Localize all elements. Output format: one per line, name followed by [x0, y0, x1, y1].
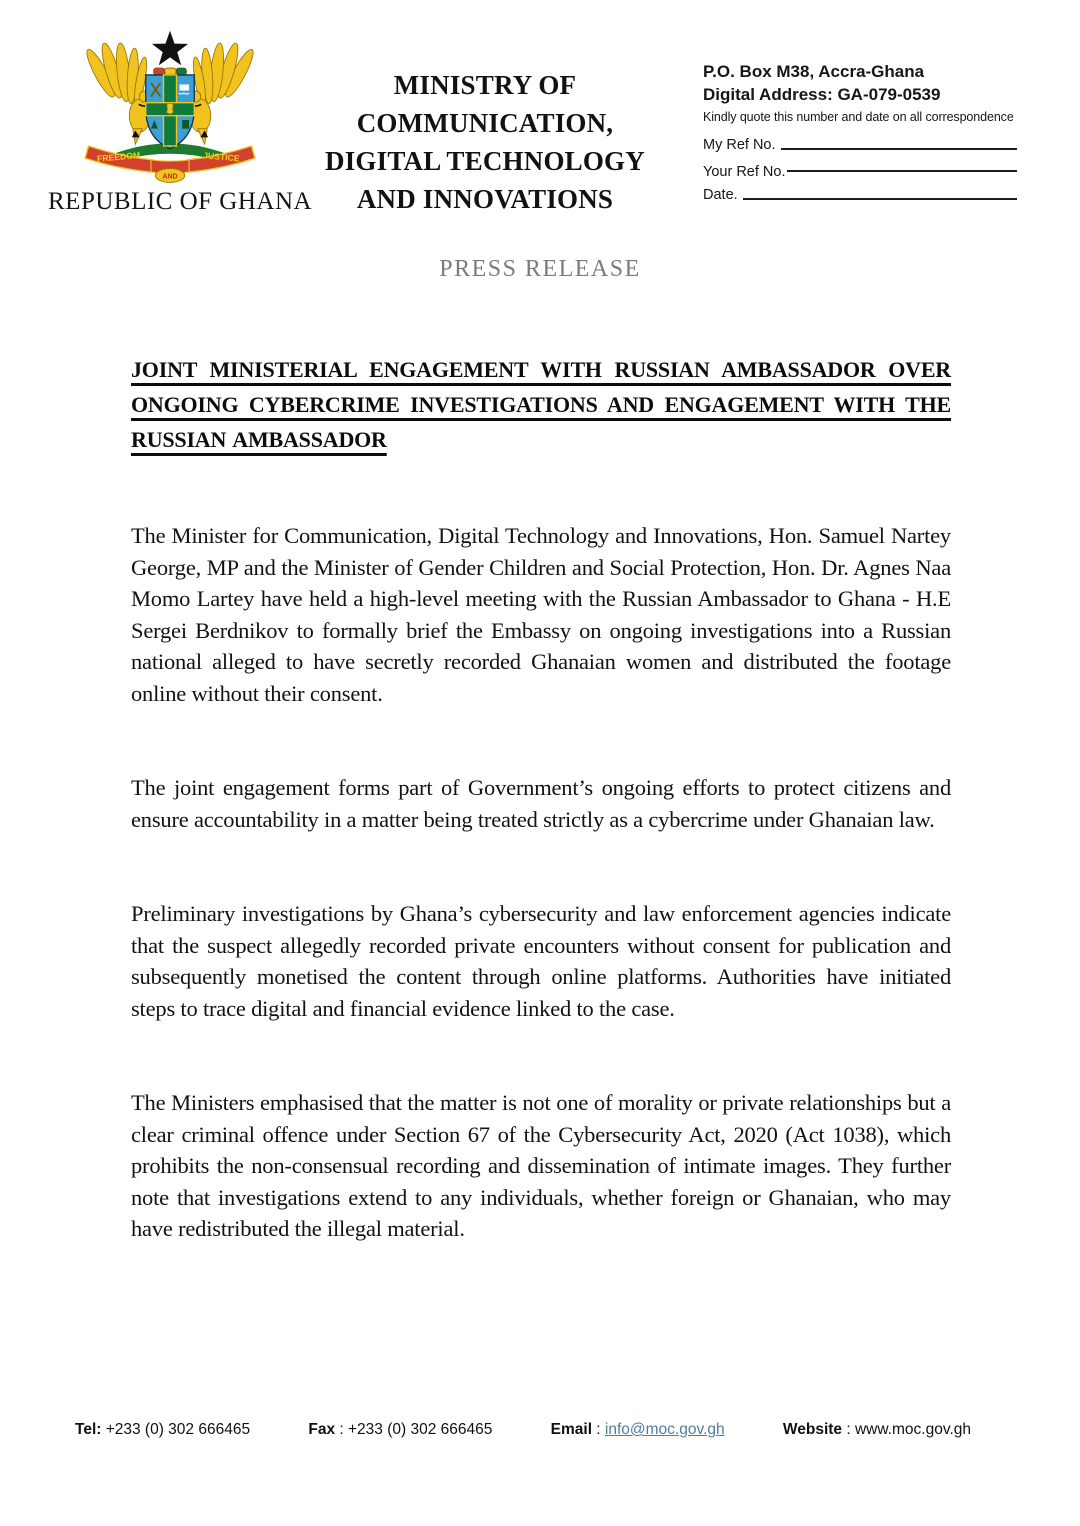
date-label: Date.	[703, 187, 738, 203]
black-star-icon	[152, 31, 188, 65]
email-label: Email	[550, 1421, 592, 1438]
document-title: JOINT MINISTERIAL ENGAGEMENT WITH RUSSIAN AMBASSADOR OVER ONGOING CYBERCRIME INVESTIGATIONS AND ENGAGEMENT WITH THE RUSSIAN AMBASSADOR	[131, 357, 951, 452]
date-blank-line	[743, 198, 1017, 200]
your-ref-blank-line	[787, 170, 1017, 172]
ministry-title-line: MINISTRY OF	[393, 70, 577, 100]
your-ref-row	[703, 164, 1019, 180]
motto-and: AND	[162, 173, 178, 181]
footer-website	[783, 1421, 971, 1439]
email-link[interactable]: info@moc.gov.gh	[604, 1421, 725, 1438]
paragraph-4: The Ministers emphasised that the matter is not one of morality or private relationships but a clear criminal offence under Section 67 of the Cybersecurity Act, 2020 (Act 1038), which prohibits the non-consensual recording and dissemination of intimate images. They further note that investigations extend to any individuals, whether foreign or Ghanaian, who may have redistributed the illegal material.	[131, 1090, 951, 1241]
my-ref-blank-line	[781, 148, 1017, 150]
motto-freedom: FREEDOM	[96, 150, 141, 164]
document-body	[131, 352, 951, 1245]
fax-separator: :	[335, 1421, 348, 1438]
footer-email	[551, 1421, 725, 1439]
my-ref-label: My Ref No.	[703, 137, 776, 153]
ministry-title-line: AND INNOVATIONS	[356, 184, 614, 214]
republic-of-ghana-caption: REPUBLIC OF GHANA	[48, 188, 313, 215]
paragraph-2: The joint engagement forms part of Government’s ongoing efforts to protect citizens and ensure accountability in a matter being treated strictly as a cybercrime under Ghanaian law.	[131, 775, 951, 832]
date-row	[703, 187, 1019, 203]
website-label: Website	[782, 1421, 843, 1438]
address-block	[703, 60, 1019, 203]
correspondence-note: Kindly quote this number and date on all correspondence	[703, 110, 1014, 124]
footer-tel	[75, 1421, 250, 1439]
email-separator: :	[592, 1421, 605, 1438]
tel-value: +233 (0) 302 666465	[101, 1421, 251, 1438]
tel-label: Tel:	[75, 1421, 102, 1438]
motto-justice: JUSTICE	[202, 150, 241, 164]
ghana-coat-of-arms-icon	[66, 28, 274, 186]
footer-contact-bar	[75, 1421, 971, 1439]
fax-label: Fax	[308, 1421, 336, 1438]
coat-of-arms-block	[48, 28, 313, 216]
my-ref-row	[703, 137, 1019, 153]
ministry-title-line: DIGITAL TECHNOLOGY	[325, 146, 645, 176]
shield	[146, 75, 195, 149]
paragraph-1: The Minister for Communication, Digital Technology and Innovations, Hon. Samuel Nartey George, MP and the Minister of Gender Children and Social Protection, Hon. Dr. Agnes Naa Momo Lartey have held a high-level meeting with the Russian Ambassador to Ghana - H.E Sergei Berdnikov to formally brief the Embassy on ongoing investigations into a Russian national alleged to have secretly recorded Ghanaian women and distributed the footage online without their consent.	[131, 523, 951, 706]
your-ref-label: Your Ref No.	[703, 164, 786, 180]
website-separator: :	[842, 1421, 855, 1438]
ministry-title	[312, 66, 658, 218]
torse	[154, 68, 187, 75]
website-value: www.moc.gov.gh	[854, 1421, 971, 1438]
ministry-title-line: COMMUNICATION,	[356, 108, 614, 138]
paragraph-3: Preliminary investigations by Ghana’s cybersecurity and law enforcement agencies indicate that the suspect allegedly recorded private encounters without consent for publication and subsequently monetised the content through online platforms. Authorities have initiated steps to trace digital and financial evidence linked to the case.	[131, 901, 951, 1021]
fax-value: +233 (0) 302 666465	[348, 1421, 493, 1438]
po-box-line: P.O. Box M38, Accra-Ghana	[703, 62, 925, 81]
digital-address-line: Digital Address: GA-079-0539	[703, 85, 941, 104]
document-type-label: PRESS RELEASE	[439, 256, 641, 282]
footer-fax	[308, 1421, 492, 1439]
